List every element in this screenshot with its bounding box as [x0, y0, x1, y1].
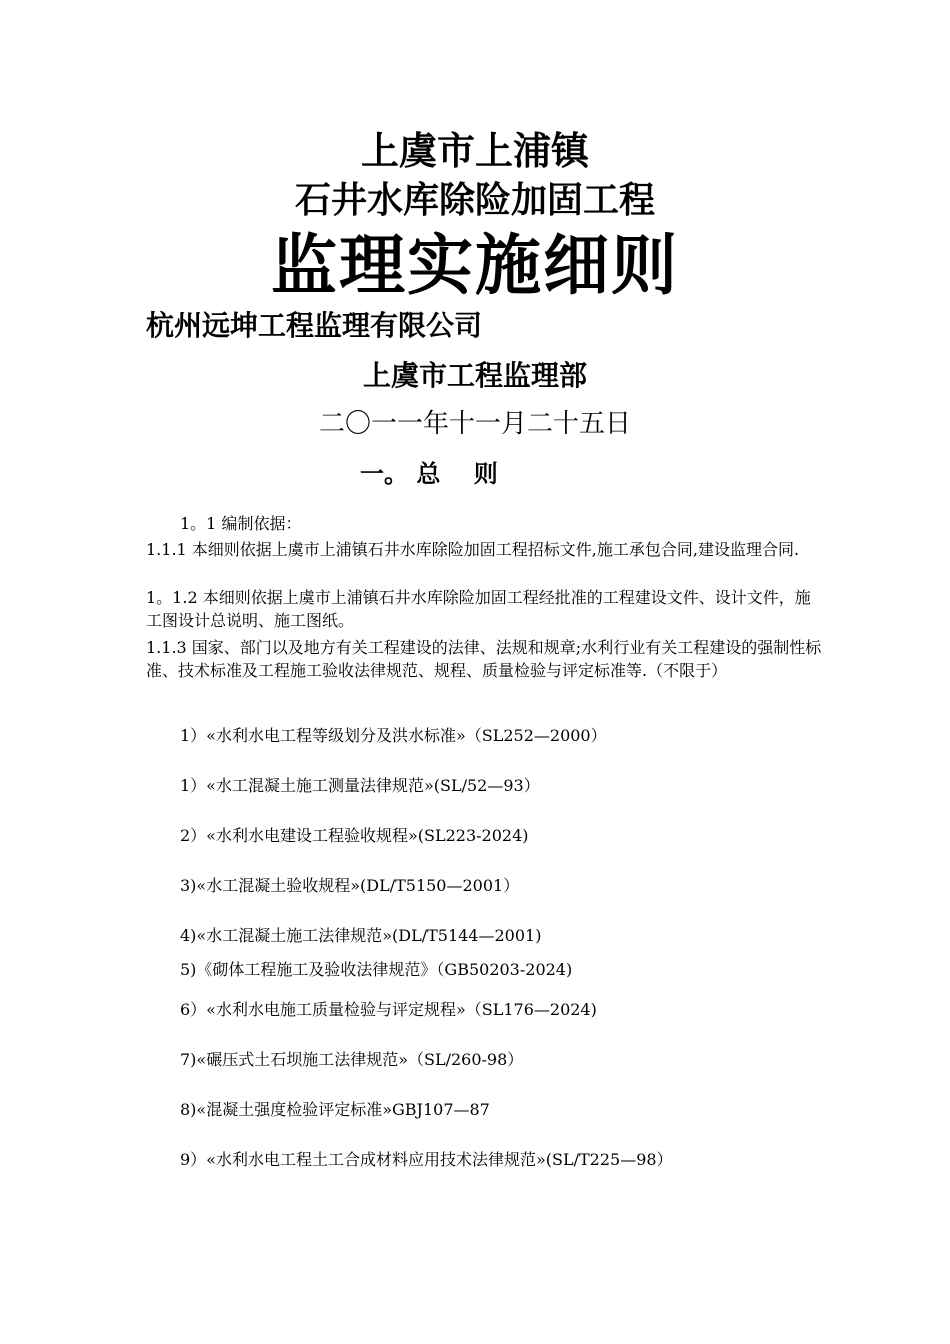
- reference-item: 1）«水利水电工程等级划分及洪水标准»（SL252—2000）: [180, 726, 607, 745]
- reference-item: 6）«水利水电施工质量检验与评定规程»（SL176—2024): [180, 1000, 597, 1019]
- department-name: 上虞市工程监理部: [362, 359, 587, 392]
- reference-item: 5)《砌体工程施工及验收法律规范》（GB50203-2024): [180, 960, 573, 979]
- paragraph-1-1-1: 1.1.1 本细则依据上虞市上浦镇石井水库除险加固工程招标文件,施工承包合同,建设监理合同.: [146, 540, 800, 559]
- company-name: 杭州远坤工程监理有限公司: [146, 309, 483, 342]
- paragraph-1-1-3: 1.1.3 国家、部门以及地方有关工程建设的法律、法规和规章;水利行业有关工程建设的强制性标准、技术标准及工程施工验收法律规范、规程、质量检验与评定标准等.（不限于）: [146, 638, 822, 680]
- basis-heading: 1。1 编制依据：: [180, 514, 302, 533]
- document-title: 监理实施细则: [271, 227, 679, 304]
- reference-item: 4)«水工混凝土施工法律规范»(DL/T5144—2001): [180, 926, 542, 945]
- paragraph-1-1-2: 1。1.2 本细则依据上虞市上浦镇石井水库除险加固工程经批准的工程建设文件、设计文件，施工图设计总说明、施工图纸。: [146, 588, 811, 630]
- title-line-2: 石井水库除险加固工程: [294, 180, 655, 221]
- reference-item: 1）«水工混凝土施工测量法律规范»(SL/52—93）: [180, 776, 540, 795]
- reference-item: 3)«水工混凝土验收规程»(DL/T5150—2001）: [180, 876, 520, 895]
- reference-item: 2）«水利水电建设工程验收规程»(SL223-2024): [180, 826, 529, 845]
- reference-item: 7)«碾压式土石坝施工法律规范»（SL/260-98）: [180, 1050, 524, 1069]
- document-date: 二〇一一年十一月二十五日: [318, 409, 631, 439]
- section-heading: 一。 总 则: [360, 460, 498, 488]
- title-line-1: 上虞市上浦镇: [360, 129, 589, 173]
- reference-item: 8)«混凝土强度检验评定标准»GBJ107—87: [180, 1100, 490, 1119]
- reference-item: 9）«水利水电工程土工合成材料应用技术法律规范»(SL/T225—98）: [180, 1150, 673, 1169]
